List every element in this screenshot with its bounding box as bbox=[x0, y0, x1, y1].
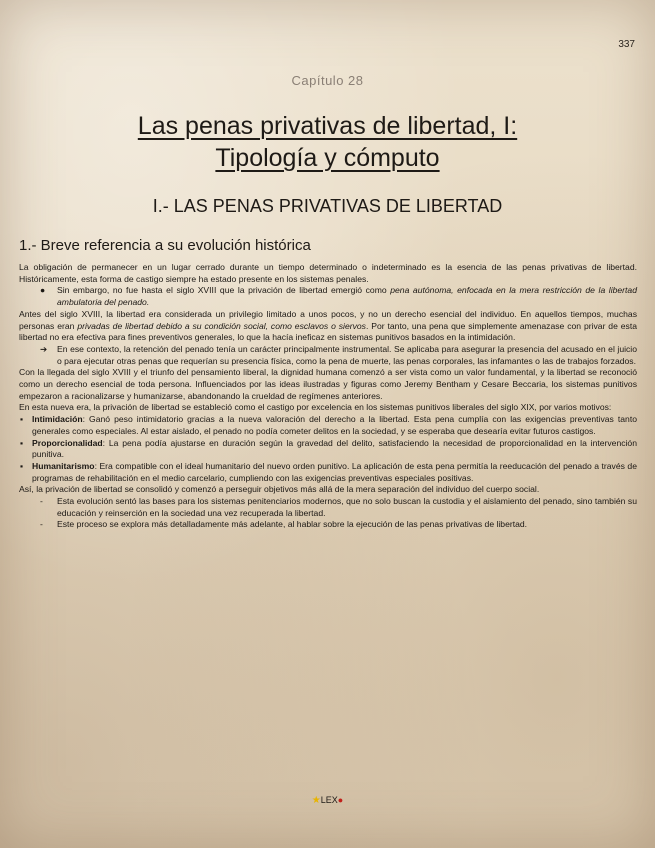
motive-text: : La pena podía ajustarse en duración según la gravedad del delito, satisfaciendo la necesidad de proporcionalidad en la intervención punitiva. bbox=[32, 437, 637, 460]
bullet-italic-text: pena autónoma, enfocada en la mera restricción de la libertad ambulatoria del penado. bbox=[57, 285, 637, 308]
star-icon: ★ bbox=[311, 795, 321, 806]
motive-term: Humanitarismo bbox=[32, 460, 95, 471]
motive-term: Intimidación bbox=[32, 414, 83, 425]
square-bullet-icon: ▪ bbox=[20, 414, 24, 425]
square-bullet-icon: ▪ bbox=[20, 437, 24, 448]
paragraph-liberal: Con la llegada del siglo XVIII y el triunfo del pensamiento liberal, la dignidad humana comenzó a ser vista como un valor fundamental, y la libertad se reconoció como un derecho esencial de toda persona. Influenciados por las ideas ilustradas y figuras como Jeremy Bentham y Cesare Beccaria, los sistemas punitivos empezaron a racionalizarse y humanizarse, abandonando la crueldad de regímenes anteriores. bbox=[19, 367, 637, 401]
list-item bbox=[19, 438, 637, 461]
bullet-text: Sin embargo, no fue hasta el siglo XVIII que la privación de libertad emergió como bbox=[57, 285, 391, 296]
list-item bbox=[19, 285, 637, 308]
chapter-label: Capítulo 28 bbox=[291, 73, 364, 88]
list-item bbox=[19, 414, 637, 437]
arrow-right-icon: ➔ bbox=[40, 343, 48, 354]
paragraph-intro: La obligación de permanecer en un lugar cerrado durante un tiempo determinado o indeterminado es la esencia de las penas privativas de libertad. Históricamente, esta forma de castigo siempre ha estado presente en los sistemas penales. bbox=[19, 262, 637, 284]
list-item bbox=[19, 496, 637, 519]
motive-term: Proporcionalidad bbox=[32, 437, 103, 448]
paragraph-before-xviii bbox=[19, 309, 637, 344]
page-title bbox=[0, 110, 655, 174]
title-line-2: Tipología y cómputo bbox=[215, 144, 440, 172]
dash-bullet-icon: - bbox=[40, 519, 43, 530]
paragraph-italic-text: privadas de libertad debido a su condición social, como esclavos o siervos bbox=[77, 320, 366, 331]
footer-text: LEX bbox=[320, 795, 338, 805]
square-bullet-icon: ▪ bbox=[20, 460, 24, 471]
dash-text: Esta evolución sentó las bases para los sistemas penitenciarios modernos, que no solo buscan la custodia y el aislamiento del penado, sino también su educación y reinserción en la sociedad una vez recuperada la libertad. bbox=[57, 496, 637, 518]
title-line-1: Las penas privativas de libertad, I: bbox=[137, 112, 518, 140]
section-heading: I.- LAS PENAS PRIVATIVAS DE LIBERTAD bbox=[152, 196, 503, 216]
arrow-text: En ese contexto, la retención del penado tenía un carácter principalmente instrumental. Se aplicaba para asegurar la presencia del acusado en el juicio o para ejecutar otras penas que requerían su presencia física, como la pena de muerte, las penas corporales, las infamantes o las de trabajos forzados. bbox=[57, 343, 637, 366]
list-item bbox=[19, 461, 637, 484]
page-number: 337 bbox=[618, 39, 635, 50]
dash-bullet-icon: - bbox=[40, 496, 43, 507]
paragraph-new-era: En esta nueva era, la privación de libertad se estableció como el castigo por excelencia en los sistemas punitivos liberales del siglo XIX, por varios motivos: bbox=[19, 402, 612, 413]
list-item bbox=[19, 519, 637, 531]
footer-logo bbox=[0, 795, 655, 806]
paragraph-conclusion: Así, la privación de libertad se consolidó y comenzó a perseguir objetivos más allá de la mera separación del individuo del cuerpo social. bbox=[19, 484, 540, 495]
motive-text: : Ganó peso intimidatorio gracias a la nueva valoración del derecho a la libertad. Esta pena cumplía con las exigencias preventivas tanto generales como especiales. Al estar aislado, el penado no podía cometer delitos en la sociedad, y se esperaba que desearía evitar futuros castigos. bbox=[32, 414, 637, 436]
dash-text: Este proceso se explora más detalladamente más adelante, al hablar sobre la ejecución de las penas privativas de libertad. bbox=[57, 519, 528, 530]
list-item bbox=[19, 344, 637, 367]
bullet-icon: ● bbox=[40, 285, 46, 296]
body-text bbox=[19, 262, 637, 531]
paragraph-text: . Por tanto, una pena que simplemente amenazase con privar de esta libertad no era efectiva para fines preventivos generales, lo que la hacía ineficaz en sistemas punitivos basados en la intimidación. bbox=[19, 320, 637, 343]
subsection-heading: 1.- Breve referencia a su evolución histórica bbox=[19, 237, 311, 254]
motive-text: : Era compatible con el ideal humanitario del nuevo orden punitivo. La aplicación de esta pena permitía la reeducación del penado a través de programas de rehabilitación en el medio carcelario, cumpliendo con las exigencias preventivas especiales positivas. bbox=[32, 460, 637, 483]
blood-drop-icon: ● bbox=[337, 795, 344, 805]
paragraph-text: Antes del siglo XVIII, la libertad era considerada un privilegio limitado a unos pocos, y no un derecho esencial del individuo. En aquellos tiempos, muchas personas eran bbox=[19, 308, 637, 331]
